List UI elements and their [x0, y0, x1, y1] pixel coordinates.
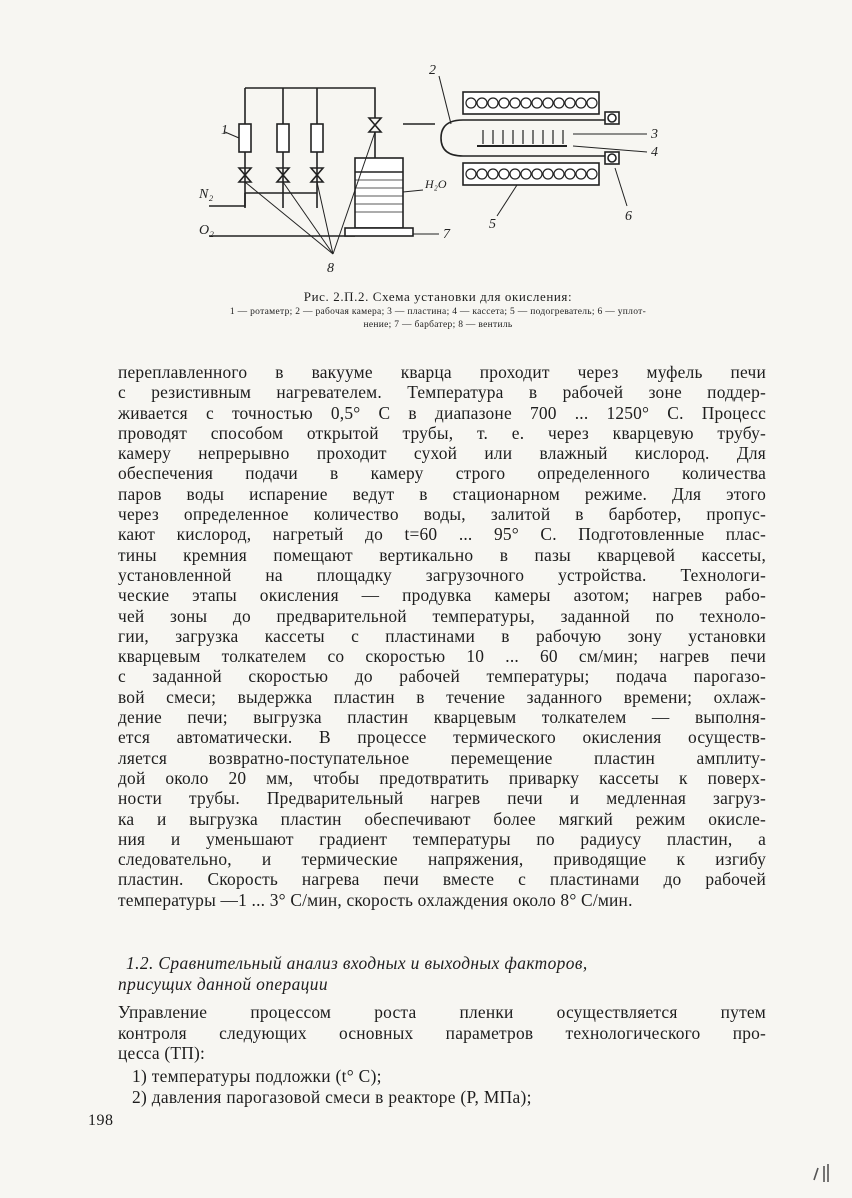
text-line: с резистивным нагревателем. Температура в рабочей зоне поддер-	[118, 382, 766, 403]
body-paragraph	[118, 362, 766, 910]
text-line: чей зоны до предварительной температуры, заданной по техноло-	[118, 605, 766, 626]
text-line: контроля следующих основных параметров технологического про-	[118, 1022, 766, 1043]
text-line: установленной на площадку загрузочного устройства. Технологи-	[118, 564, 766, 585]
figure-caption: Рис. 2.П.2. Схема установки для окисления:	[303, 289, 573, 304]
section-heading-line: присущих данной операции	[118, 973, 328, 994]
text-line: вой смеси; выдержка пластин в течение заданного времени; охлаж-	[118, 686, 766, 707]
text-line: Управление процессом роста пленки осуществляется путем	[118, 1002, 766, 1022]
text-line: ется автоматически. В процессе термического окисления осуществ-	[118, 727, 766, 748]
text-line: ности трубы. Предварительный нагрев печи и медленная загруз-	[118, 788, 766, 809]
text-line: камеру непрерывно проходит сухой или влажный кислород. Для	[118, 443, 766, 464]
label-4: 4	[651, 145, 658, 160]
label-h2o: H₂O	[425, 177, 447, 191]
text-line: следовательно, и термические напряжения, приводящие к изгибу	[118, 849, 766, 870]
manifold-line	[245, 88, 375, 118]
figure-legend	[112, 306, 764, 332]
label-3: 3	[651, 127, 658, 142]
text-line: кварцевым толкателем со скоростью 10 ... 60 см/мин; нагрев печи	[118, 646, 766, 667]
wafers	[483, 130, 563, 144]
label-6: 6	[625, 209, 632, 224]
text-line: с заданной скоростью до рабочей температуры; подача парогазо-	[118, 666, 766, 687]
text-line: живается с точностью 0,5° С в диапазоне 700 ... 1250° С. Процесс	[118, 402, 766, 423]
section-heading	[118, 953, 766, 994]
schematic-figure	[195, 58, 675, 283]
text-line: ческие этапы окисления — продувка камеры азотом; нагрев рабо-	[118, 585, 766, 606]
label-7: 7	[443, 227, 450, 242]
oxidation-setup-diagram	[195, 58, 675, 283]
rotameter-3	[311, 124, 323, 152]
text-line: переплавленного в вакууме кварца проходит через муфель печи	[118, 362, 766, 382]
text-line: ка и выгрузка пластин обеспечивают более мягкий режим окисле-	[118, 808, 766, 829]
work-chamber	[441, 120, 615, 156]
scan-corner-mark	[810, 1158, 834, 1186]
figure-legend-line: 1 — ротаметр; 2 — рабочая камера; 3 — пластина; 4 — кассета; 5 — подогреватель; 6 — уплот-	[229, 307, 647, 317]
text-line: гии, загрузка кассеты с пластинами в рабочую зону установки	[118, 625, 766, 646]
list-item: 2) давления парогазовой смеси в реакторе (P, МПа);	[132, 1087, 532, 1107]
text-line: температуры —1 ... 3° С/мин, скорость охлаждения около 8° С/мин.	[118, 889, 633, 910]
text-line: дение печи; выгрузка пластин кварцевым толкателем — выполня-	[118, 707, 766, 728]
text-line: кают кислород, нагретый до t=60 ... 95° С. Подготовленные плас-	[118, 524, 766, 545]
rotameter-1	[239, 124, 251, 152]
text-line: проводят способом открытой трубы, т. е. через кварцевую трубу-	[118, 422, 766, 443]
label-8: 8	[327, 261, 334, 276]
text-line: ляется возвратно-поступательное перемещение пластин амплиту-	[118, 747, 766, 768]
label-o2: O₂	[199, 223, 214, 238]
label-2: 2	[429, 63, 436, 78]
text-line: дой около 20 мм, чтобы предотвратить приварку кассеты к поверх-	[118, 767, 766, 788]
text-line: обеспечения подачи в камеру строго определенного количества	[118, 463, 766, 484]
text-line: пластин. Скорость нагрева печи вместе с пластинами до рабочей	[118, 869, 766, 890]
text-line: тины кремния помещают вертикально в пазы кварцевой кассеты,	[118, 544, 766, 565]
rotameter-2	[277, 124, 289, 152]
text-line: через определенное количество воды, залитой в барботер, пропус-	[118, 504, 766, 525]
text-line: ния и уменьшают градиент температуры по радиусу пластин, а	[118, 828, 766, 849]
section-heading-line: 1.2. Сравнительный анализ входных и выходных факторов,	[126, 953, 588, 973]
list-item: 1) температуры подложки (t° С);	[132, 1066, 382, 1086]
page-number: 198	[88, 1112, 114, 1129]
figure-legend-line: нение; 7 — барбатер; 8 — вентиль	[363, 320, 513, 330]
label-1: 1	[221, 123, 228, 138]
bubbler-base	[345, 228, 413, 236]
valve-4	[369, 118, 381, 132]
text-line: паров воды испарение ведут в стационарном режиме. Для этого	[118, 483, 766, 504]
text-line: цесса (ТП):	[118, 1043, 205, 1063]
label-n2: N₂	[199, 187, 214, 202]
label-5: 5	[489, 217, 496, 232]
intro-paragraph	[118, 1002, 766, 1064]
